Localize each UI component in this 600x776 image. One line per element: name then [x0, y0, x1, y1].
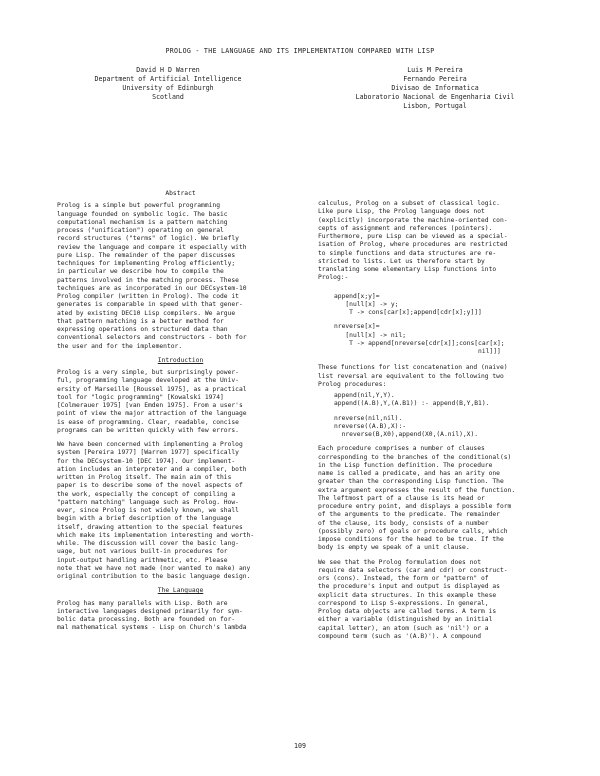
- text-line: computational mechanism is a pattern matching: [57, 218, 228, 226]
- text-line: require data selectors (car and cdr) or construct-: [318, 566, 508, 574]
- text-line: isation of Prolog, where procedures are restricted: [318, 241, 508, 249]
- text-line: ated by existing DEC10 Lisp compilers. We argue: [57, 309, 236, 317]
- text-line: (explicitly) incorporate the machine-oriented con-: [318, 216, 508, 224]
- abstract-heading: Abstract: [165, 190, 196, 197]
- code-line: append[x;y]=: [334, 292, 380, 300]
- author-block-right: [320, 66, 550, 111]
- code-line: append(nil,Y,Y).: [334, 392, 395, 399]
- right-paragraph-4: [318, 559, 570, 642]
- right-paragraph-1: [318, 200, 570, 283]
- text-line: programs can be written quickly with few errors.: [57, 426, 239, 434]
- code-line: nil]]]: [334, 348, 501, 355]
- text-line: the work, especially the concept of compiling a: [57, 490, 236, 498]
- code-line: nreverse(nil,nil).: [334, 414, 403, 422]
- text-line: language founded on symbolic logic. The basic: [57, 210, 228, 218]
- text-line: system [Pereira 1977] [Warren 1977] specifically: [57, 449, 239, 457]
- page-number: 109: [294, 742, 306, 750]
- text-line: process ("unification") operating on general: [57, 227, 224, 234]
- left-column: [57, 190, 304, 639]
- right-column: [318, 200, 570, 647]
- text-line: is ease of programming. Clear, readable, concise: [57, 418, 239, 426]
- text-line: record structures ("terms" of logic). We briefly: [57, 235, 239, 243]
- author-country: Scotland: [152, 93, 184, 101]
- text-line: cepts of assignment and references (pointers).: [318, 224, 493, 232]
- abstract-paragraph: [57, 202, 304, 351]
- text-line: generates is comparable in speed with that gener-: [57, 301, 243, 309]
- introduction-heading: Introduction: [157, 356, 204, 364]
- author-block-left: [58, 66, 278, 102]
- text-line: the user and for the implementor.: [57, 342, 183, 350]
- text-line: which make its implementation interesting and worth-: [57, 531, 255, 539]
- author-university: University of Edinburgh: [122, 84, 214, 92]
- text-line: original contribution to the basic language design.: [57, 573, 251, 580]
- text-line: Prolog procedures:: [318, 380, 387, 388]
- text-line: Each procedure comprises a number of clauses: [318, 445, 485, 453]
- code-line: T -> append[nreverse[cdr[x]];cons[car[x];: [334, 339, 505, 347]
- text-line: pure Lisp. The remainder of the paper discusses: [57, 251, 236, 259]
- text-line: body is empty we speak of a unit clause.: [318, 544, 470, 552]
- text-line: name is called a predicate, and has an arity one: [318, 470, 500, 477]
- text-line: while. The discussion will cover the basic lang-: [57, 540, 239, 547]
- text-line: input-output handling arithmetic, etc. Please: [57, 556, 228, 564]
- text-line: The leftmost part of a clause is its head or: [318, 494, 485, 502]
- text-line: Like pure Lisp, the Prolog language does not: [318, 208, 485, 216]
- text-line: greater than the corresponding Lisp function. The: [318, 478, 504, 486]
- text-line: ersity of Marseille [Roussel 1975], as a practical: [57, 385, 247, 393]
- text-line: mal mathematical systems - Lisp on Church's lambda: [57, 624, 247, 632]
- text-line: stricted to lists. Let us therefore start by: [318, 257, 485, 265]
- text-line: We see that the Prolog formulation does not: [318, 558, 482, 566]
- text-line: begin with a brief description of the language: [57, 515, 232, 523]
- right-paragraph-2: [318, 364, 570, 389]
- text-line: of the arguments to the predicate. The remainder: [318, 511, 500, 519]
- text-line: ors (cons). Instead, the form or "pattern" of: [318, 575, 489, 582]
- text-line: expressing operations on structured data than: [57, 326, 228, 333]
- code-line: [null[x] -> y;: [334, 300, 399, 308]
- text-line: These functions for list concatenation and (naive): [318, 364, 508, 372]
- author-laboratory: Laboratorio Nacional de Engenharia Civil: [355, 93, 515, 101]
- text-line: paper is to describe some of the novel aspects of: [57, 482, 243, 490]
- text-line: impose conditions for the head to be true. If the: [318, 536, 504, 543]
- text-line: in particular we describe how to compile the: [57, 268, 224, 276]
- text-line: correspond to Lisp S-expressions. In general,: [318, 599, 489, 607]
- introduction-paragraph-1: [57, 369, 304, 435]
- text-line: either a variable (distinguished by an initial: [318, 616, 493, 624]
- text-line: uage, but not various built-in procedures for: [57, 548, 228, 556]
- text-line: review the language and compare it especially with: [57, 243, 247, 251]
- text-line: that pattern matching is a better method for: [57, 317, 224, 325]
- language-heading: The Language: [157, 587, 204, 595]
- text-line: Prolog is a simple but powerful programming: [57, 202, 221, 210]
- text-line: tool for "logic programming" [Kowalski 1974]: [57, 393, 224, 401]
- author-department: Department of Artificial Intelligence: [94, 75, 242, 83]
- author-division: Divisao de Informatica: [391, 84, 479, 92]
- paper-title: PROLOG - THE LANGUAGE AND ITS IMPLEMENTATION COMPARED WITH LISP: [165, 47, 435, 55]
- author-name: David H D Warren: [136, 66, 200, 74]
- text-line: note that we have not made (nor wanted to make) any: [57, 564, 251, 572]
- code-line: T -> cons[car[x];append[cdr[x];y]]]: [334, 309, 482, 316]
- text-line: patterns involved in the matching process. These: [57, 276, 239, 284]
- code-line: nreverse[x]=: [334, 323, 380, 331]
- text-line: the procedure's input and output is displayed as: [318, 583, 500, 591]
- text-line: to simple functions and data structures are re-: [318, 249, 497, 257]
- text-line: Prolog data objects are called terms. A term is: [318, 608, 497, 615]
- text-line: (possibly zero) of goals or procedure calls, which: [318, 527, 508, 535]
- text-line: calculus, Prolog on a subset of classical logic.: [318, 200, 500, 207]
- text-line: interactive languages designed primarily for sym-: [57, 607, 243, 615]
- text-line: [Colmerauer 1975] [van Emden 1975]. From a user's: [57, 402, 243, 409]
- language-paragraph: [57, 600, 304, 633]
- text-line: capital letter), an atom (such as 'nil') or a: [318, 624, 489, 632]
- code-line: nreverse((A.B),X):-: [334, 422, 407, 430]
- lisp-append-code: [318, 293, 570, 357]
- text-line: ever, since Prolog is not widely known, we shall: [57, 507, 239, 514]
- text-line: for the DECsystem-10 [DEC 1974]. Our implement-: [57, 457, 236, 465]
- text-line: Prolog compiler (written in Prolog). The code it: [57, 293, 239, 300]
- text-line: ation includes an interpreter and a compiler, both: [57, 465, 247, 473]
- text-line: Prolog has many parallels with Lisp. Both are: [57, 599, 228, 607]
- introduction-paragraph-2: [57, 441, 304, 581]
- text-line: We have been concerned with implementing a Prolog: [57, 441, 243, 448]
- text-line: translating some elementary Lisp functions into: [318, 266, 497, 273]
- code-line: [null[x] -> nil;: [334, 331, 407, 339]
- author-city: Lisbon, Portugal: [403, 102, 467, 110]
- text-line: techniques for implementing Prolog efficiently;: [57, 260, 236, 267]
- text-line: compound term (such as '(A.B)'). A compound: [318, 632, 482, 640]
- text-line: extra argument expresses the result of the function.: [318, 486, 516, 494]
- right-paragraph-3: [318, 445, 570, 552]
- text-line: Prolog:-: [318, 274, 349, 282]
- text-line: Prolog is a very simple, but surprisingly power-: [57, 369, 239, 376]
- text-line: list reversal are equivalent to the following two: [318, 372, 504, 380]
- text-line: corresponding to the branches of the conditional(s): [318, 453, 512, 461]
- text-line: explicit data structures. In this example these: [318, 591, 497, 599]
- text-line: ful, programming language developed at the Univ-: [57, 377, 239, 385]
- text-line: conventional selectors and constructors - both for: [57, 334, 247, 342]
- author-name: Luis M Pereira: [407, 66, 463, 74]
- text-line: itself, drawing attention to the special features: [57, 523, 243, 531]
- text-line: "pattern matching" language such as Prolog. How-: [57, 498, 239, 506]
- text-line: bolic data processing. Both are founded on for-: [57, 616, 236, 623]
- text-line: Furthermore, pure Lisp can be viewed as a special-: [318, 233, 508, 240]
- prolog-code: [318, 392, 570, 439]
- text-line: procedure entry point, and displays a possible form: [318, 503, 512, 510]
- text-line: written in Prolog itself. The main aim of this: [57, 474, 232, 481]
- text-line: of the clause, its body, consists of a number: [318, 519, 489, 527]
- text-line: point of view the major attraction of the language: [57, 410, 247, 418]
- code-line: append((A.B),Y,(A.B1)) :- append(B,Y,B1).: [334, 400, 490, 408]
- text-line: in the Lisp function definition. The procedure: [318, 461, 493, 469]
- author-name-2: Fernando Pereira: [403, 75, 467, 83]
- text-line: techniques are as incorporated in our DECsystem-10: [57, 284, 247, 292]
- code-line: nreverse(B,X0),append(X0,(A.nil),X).: [334, 431, 479, 438]
